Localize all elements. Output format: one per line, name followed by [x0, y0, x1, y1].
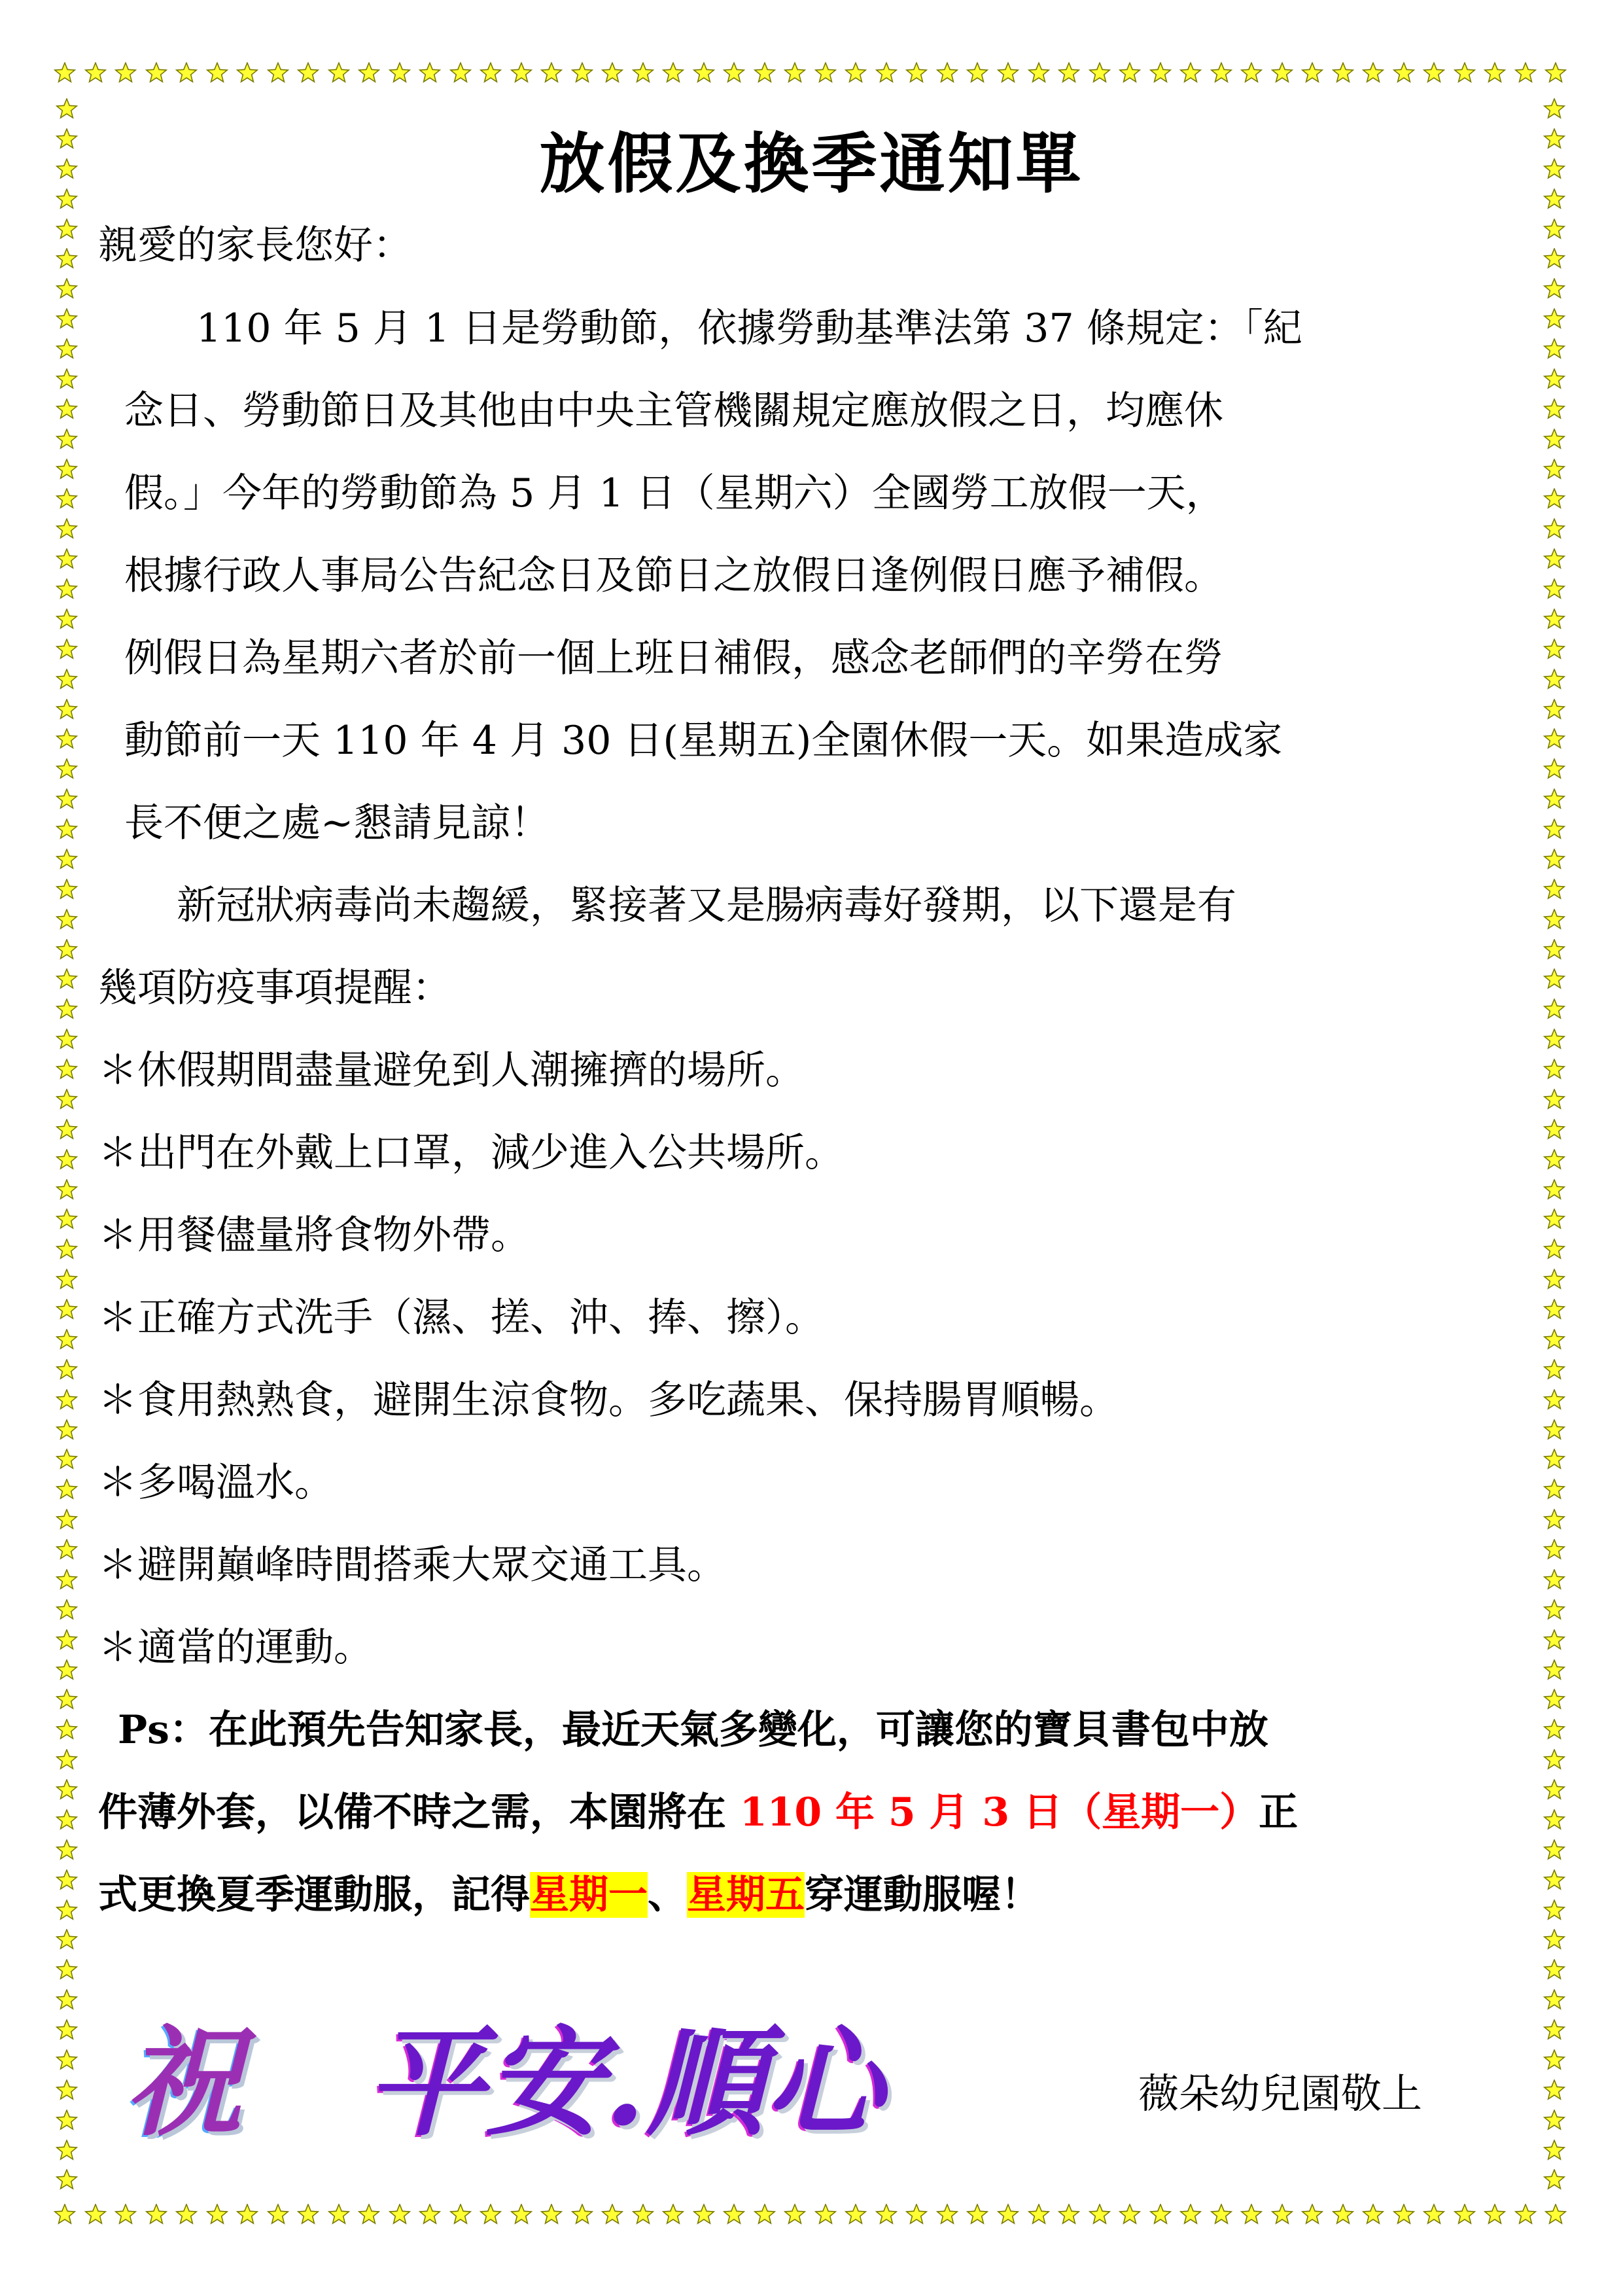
star-icon	[1423, 2204, 1445, 2226]
star-icon	[1543, 669, 1565, 691]
star-icon	[56, 1629, 78, 1651]
star-icon	[114, 2204, 137, 2226]
star-icon	[56, 1839, 78, 1862]
star-icon	[56, 939, 78, 961]
star-icon	[845, 62, 867, 84]
ps-line3-sep: 、	[648, 1872, 687, 1918]
star-icon	[1543, 909, 1565, 931]
star-icon	[480, 62, 502, 84]
star-icon	[1028, 62, 1050, 84]
star-icon	[56, 1359, 78, 1381]
star-icon	[936, 62, 958, 84]
star-icon	[1543, 849, 1565, 871]
star-icon	[875, 2204, 898, 2226]
star-icon	[1543, 219, 1565, 241]
highlight-friday: 星期五	[687, 1872, 805, 1918]
star-icon	[1543, 368, 1565, 391]
star-icon	[754, 2204, 776, 2226]
star-icon	[206, 62, 228, 84]
star-icon	[56, 1659, 78, 1682]
star-icon	[56, 518, 78, 540]
reminder-item: ＊出門在外戴上口罩，減少進入公共場所。	[98, 1130, 844, 1176]
star-icon	[540, 2204, 563, 2226]
star-icon	[56, 338, 78, 361]
star-icon	[56, 728, 78, 751]
ps-line2	[98, 1786, 1298, 1839]
ps-line2-text: 件薄外套，以備不時之需，本園將在	[98, 1790, 740, 1835]
star-icon	[56, 849, 78, 871]
star-icon	[1543, 1779, 1565, 1801]
star-icon	[1543, 1239, 1565, 1261]
star-icon	[1543, 1299, 1565, 1321]
star-icon	[1543, 1269, 1565, 1291]
star-icon	[1543, 2169, 1565, 2191]
star-icon	[1210, 2204, 1232, 2226]
star-icon	[1543, 1599, 1565, 1621]
star-icon	[1543, 968, 1565, 991]
star-icon	[54, 62, 76, 84]
paragraph1-line: 動節前一天 110 年 4 月 30 日(星期五)全園休假一天。如果造成家	[124, 718, 1283, 764]
paragraph1-line: 110 年 5 月 1 日是勞動節，依據勞動基準法第 37 條規定：「紀	[196, 306, 1302, 351]
star-border-right	[1541, 98, 1567, 2192]
star-icon	[1543, 308, 1565, 330]
star-icon	[1543, 1449, 1565, 1471]
star-icon	[1179, 62, 1202, 84]
star-icon	[449, 62, 472, 84]
reminder-item: ＊用餐儘量將食物外帶。	[98, 1212, 530, 1258]
star-icon	[966, 2204, 988, 2226]
star-icon	[56, 488, 78, 510]
star-icon	[814, 62, 837, 84]
star-icon	[1543, 2140, 1565, 2162]
star-icon	[56, 758, 78, 781]
star-icon	[56, 1179, 78, 1201]
star-icon	[56, 2079, 78, 2102]
star-icon	[1543, 939, 1565, 961]
star-icon	[56, 578, 78, 601]
star-icon	[814, 2204, 837, 2226]
star-icon	[1543, 1509, 1565, 1531]
star-icon	[56, 639, 78, 661]
star-icon	[175, 2204, 198, 2226]
star-icon	[1543, 459, 1565, 481]
star-icon	[693, 62, 715, 84]
star-icon	[1543, 1989, 1565, 2011]
star-icon	[1543, 1809, 1565, 1831]
star-icon	[905, 62, 928, 84]
star-icon	[56, 1029, 78, 1051]
page-title: 放假及換季通知單	[539, 125, 1084, 202]
star-icon	[1543, 1089, 1565, 1111]
ps-line3-text: 式更換夏季運動服，記得	[98, 1872, 530, 1918]
reminder-item: ＊休假期間盡量避免到人潮擁擠的場所。	[98, 1048, 805, 1093]
star-border-top	[54, 60, 1567, 86]
star-icon	[56, 1269, 78, 1291]
star-icon	[56, 1929, 78, 1951]
star-icon	[601, 2204, 623, 2226]
star-icon	[1543, 1329, 1565, 1351]
star-icon	[56, 1209, 78, 1231]
star-icon	[845, 2204, 867, 2226]
star-icon	[1423, 62, 1445, 84]
star-icon	[267, 2204, 289, 2226]
star-icon	[1543, 1209, 1565, 1231]
star-icon	[1543, 758, 1565, 781]
star-icon	[56, 1869, 78, 1892]
star-icon	[419, 2204, 441, 2226]
paragraph1-line: 假。」今年的勞動節為 5 月 1 日（星期六）全國勞工放假一天，	[124, 470, 1225, 516]
star-icon	[56, 968, 78, 991]
ps-line3	[98, 1869, 1040, 1921]
star-icon	[1362, 2204, 1384, 2226]
star-icon	[56, 278, 78, 300]
star-icon	[723, 2204, 745, 2226]
star-icon	[1543, 1839, 1565, 1862]
star-icon	[1543, 518, 1565, 540]
star-icon	[1543, 1389, 1565, 1411]
star-icon	[1543, 879, 1565, 901]
star-icon	[56, 1599, 78, 1621]
star-icon	[1543, 1959, 1565, 1981]
star-icon	[236, 62, 258, 84]
star-icon	[56, 1479, 78, 1501]
star-icon	[56, 1899, 78, 1922]
star-icon	[571, 62, 593, 84]
star-icon	[1543, 1629, 1565, 1651]
star-icon	[389, 62, 411, 84]
star-icon	[662, 2204, 684, 2226]
star-icon	[1149, 2204, 1172, 2226]
star-icon	[56, 699, 78, 721]
reminder-item: ＊避開巔峰時間搭乘大眾交通工具。	[98, 1542, 726, 1588]
star-icon	[419, 62, 441, 84]
blessing-zhu: 祝	[124, 2014, 244, 2152]
star-icon	[784, 62, 806, 84]
ps-line2-end: 正	[1259, 1790, 1299, 1835]
star-icon	[1271, 2204, 1293, 2226]
star-icon	[114, 62, 137, 84]
star-icon	[56, 1749, 78, 1771]
star-icon	[56, 1419, 78, 1441]
star-icon	[632, 2204, 654, 2226]
star-icon	[1543, 1149, 1565, 1171]
star-icon	[56, 1509, 78, 1531]
star-icon	[56, 1449, 78, 1471]
paragraph1-line: 例假日為星期六者於前一個上班日補假，感念老師們的辛勞在勞	[124, 635, 1223, 681]
star-icon	[1543, 639, 1565, 661]
star-icon	[56, 909, 78, 931]
star-icon	[1543, 2049, 1565, 2072]
reminder-item: ＊適當的運動。	[98, 1625, 373, 1670]
star-icon	[358, 62, 380, 84]
star-icon	[56, 1719, 78, 1741]
star-border-left	[54, 98, 80, 2192]
star-icon	[56, 1089, 78, 1111]
star-icon	[1543, 398, 1565, 421]
star-icon	[1058, 2204, 1080, 2226]
star-icon	[1543, 1119, 1565, 1141]
ps-line3-end: 穿運動服喔！	[805, 1872, 1040, 1918]
star-icon	[56, 368, 78, 391]
star-icon	[1393, 62, 1415, 84]
star-icon	[56, 2049, 78, 2072]
star-icon	[56, 459, 78, 481]
highlight-monday: 星期一	[530, 1872, 648, 1918]
star-icon	[145, 62, 167, 84]
star-icon	[56, 609, 78, 631]
star-icon	[56, 1779, 78, 1801]
star-icon	[236, 2204, 258, 2226]
star-icon	[56, 1539, 78, 1561]
star-icon	[1543, 1659, 1565, 1682]
star-icon	[56, 2019, 78, 2041]
star-icon	[1240, 62, 1263, 84]
star-icon	[1543, 578, 1565, 601]
star-icon	[297, 2204, 319, 2226]
star-icon	[56, 1329, 78, 1351]
star-icon	[56, 2140, 78, 2162]
star-icon	[1271, 62, 1293, 84]
star-icon	[571, 2204, 593, 2226]
star-icon	[56, 1299, 78, 1321]
star-icon	[723, 62, 745, 84]
paragraph1-line: 長不便之處~懇請見諒！	[124, 800, 550, 846]
star-icon	[56, 548, 78, 571]
star-icon	[145, 2204, 167, 2226]
star-icon	[267, 62, 289, 84]
star-icon	[966, 62, 988, 84]
star-icon	[56, 669, 78, 691]
star-icon	[328, 2204, 350, 2226]
ps-date-emphasis: 110 年 5 月 3 日（星期一）	[739, 1790, 1259, 1835]
star-icon	[1514, 62, 1537, 84]
star-icon	[56, 1689, 78, 1711]
star-icon	[1301, 2204, 1323, 2226]
star-icon	[1484, 62, 1506, 84]
star-icon	[56, 1149, 78, 1171]
star-icon	[56, 788, 78, 811]
star-icon	[1543, 1539, 1565, 1561]
greeting: 親愛的家長您好：	[98, 222, 412, 268]
star-icon	[54, 2204, 76, 2226]
star-icon	[1393, 2204, 1415, 2226]
star-icon	[1543, 1479, 1565, 1501]
star-icon	[1149, 62, 1172, 84]
paragraph1-line: 念日、勞動節日及其他由中央主管機關規定應放假之日，均應休	[124, 388, 1223, 434]
star-icon	[1119, 2204, 1141, 2226]
star-icon	[1543, 1059, 1565, 1081]
star-icon	[905, 2204, 928, 2226]
star-icon	[56, 1119, 78, 1141]
paragraph2-line: 幾項防疫事項提醒：	[98, 965, 451, 1011]
star-icon	[510, 2204, 532, 2226]
reminder-item: ＊多喝溫水。	[98, 1460, 334, 1506]
star-icon	[84, 62, 107, 84]
star-icon	[1543, 548, 1565, 571]
star-icon	[1543, 278, 1565, 300]
star-icon	[1543, 1179, 1565, 1201]
star-icon	[1543, 1569, 1565, 1591]
star-icon	[1543, 429, 1565, 451]
star-icon	[56, 1959, 78, 1981]
ps-line1: Ps：在此預先告知家長，最近天氣多變化，可讓您的寶貝書包中放	[118, 1707, 1268, 1753]
blessing-main: 平安.順心	[366, 2014, 885, 2152]
star-icon	[56, 879, 78, 901]
star-icon	[1543, 1419, 1565, 1441]
star-icon	[56, 398, 78, 421]
star-icon	[389, 2204, 411, 2226]
star-icon	[1543, 2079, 1565, 2102]
star-icon	[540, 62, 563, 84]
star-icon	[1058, 62, 1080, 84]
star-icon	[1484, 2204, 1506, 2226]
star-icon	[56, 1389, 78, 1411]
star-icon	[1544, 2204, 1567, 2226]
star-icon	[1543, 1719, 1565, 1741]
star-icon	[1240, 2204, 1263, 2226]
star-icon	[1543, 1869, 1565, 1892]
star-icon	[56, 998, 78, 1021]
star-icon	[1544, 62, 1567, 84]
star-icon	[1028, 2204, 1050, 2226]
star-icon	[1543, 1689, 1565, 1711]
star-icon	[1454, 2204, 1476, 2226]
reminder-item: ＊正確方式洗手（濕、搓、沖、捧、擦）。	[98, 1295, 824, 1341]
star-icon	[1543, 788, 1565, 811]
star-icon	[510, 62, 532, 84]
paragraph2-line: 新冠狀病毒尚未趨緩，緊接著又是腸病毒好發期，以下還是有	[177, 883, 1236, 928]
star-icon	[1543, 819, 1565, 841]
paragraph1-line: 根據行政人事局公告紀念日及節日之放假日逢例假日應予補假。	[124, 553, 1223, 599]
star-icon	[693, 2204, 715, 2226]
star-icon	[56, 819, 78, 841]
reminder-item: ＊食用熱熟食，避開生涼食物。多吃蔬果、保持腸胃順暢。	[98, 1377, 1119, 1423]
star-icon	[1089, 2204, 1111, 2226]
star-icon	[449, 2204, 472, 2226]
star-icon	[56, 248, 78, 270]
star-icon	[1543, 1359, 1565, 1381]
star-icon	[997, 2204, 1019, 2226]
star-icon	[328, 62, 350, 84]
star-icon	[1543, 1749, 1565, 1771]
star-icon	[1210, 62, 1232, 84]
star-icon	[56, 1569, 78, 1591]
star-border-bottom	[54, 2202, 1567, 2228]
star-icon	[754, 62, 776, 84]
star-icon	[1543, 1029, 1565, 1051]
star-icon	[56, 308, 78, 330]
star-icon	[56, 1989, 78, 2011]
star-icon	[56, 2169, 78, 2191]
star-icon	[1543, 2110, 1565, 2132]
star-icon	[875, 62, 898, 84]
star-icon	[936, 2204, 958, 2226]
star-icon	[1543, 1899, 1565, 1922]
star-icon	[1362, 62, 1384, 84]
star-icon	[1454, 62, 1476, 84]
star-icon	[175, 62, 198, 84]
star-icon	[56, 429, 78, 451]
star-icon	[1543, 609, 1565, 631]
star-icon	[297, 62, 319, 84]
signature: 薇朵幼兒園敬上	[1138, 2070, 1423, 2117]
star-icon	[480, 2204, 502, 2226]
star-icon	[662, 62, 684, 84]
star-icon	[997, 62, 1019, 84]
star-icon	[601, 62, 623, 84]
star-icon	[1543, 728, 1565, 751]
star-icon	[56, 2110, 78, 2132]
star-icon	[56, 1239, 78, 1261]
star-icon	[784, 2204, 806, 2226]
star-icon	[1089, 62, 1111, 84]
star-icon	[84, 2204, 107, 2226]
star-icon	[632, 62, 654, 84]
star-icon	[1543, 699, 1565, 721]
star-icon	[56, 1809, 78, 1831]
star-icon	[1543, 998, 1565, 1021]
star-icon	[1514, 2204, 1537, 2226]
star-icon	[206, 2204, 228, 2226]
star-icon	[1543, 1929, 1565, 1951]
star-icon	[1543, 248, 1565, 270]
star-icon	[1301, 62, 1323, 84]
star-icon	[56, 219, 78, 241]
star-icon	[1119, 62, 1141, 84]
star-icon	[1543, 488, 1565, 510]
star-icon	[56, 1059, 78, 1081]
star-icon	[1179, 2204, 1202, 2226]
star-icon	[358, 2204, 380, 2226]
star-icon	[1543, 338, 1565, 361]
star-icon	[1543, 2019, 1565, 2041]
star-icon	[1332, 62, 1354, 84]
star-icon	[1332, 2204, 1354, 2226]
